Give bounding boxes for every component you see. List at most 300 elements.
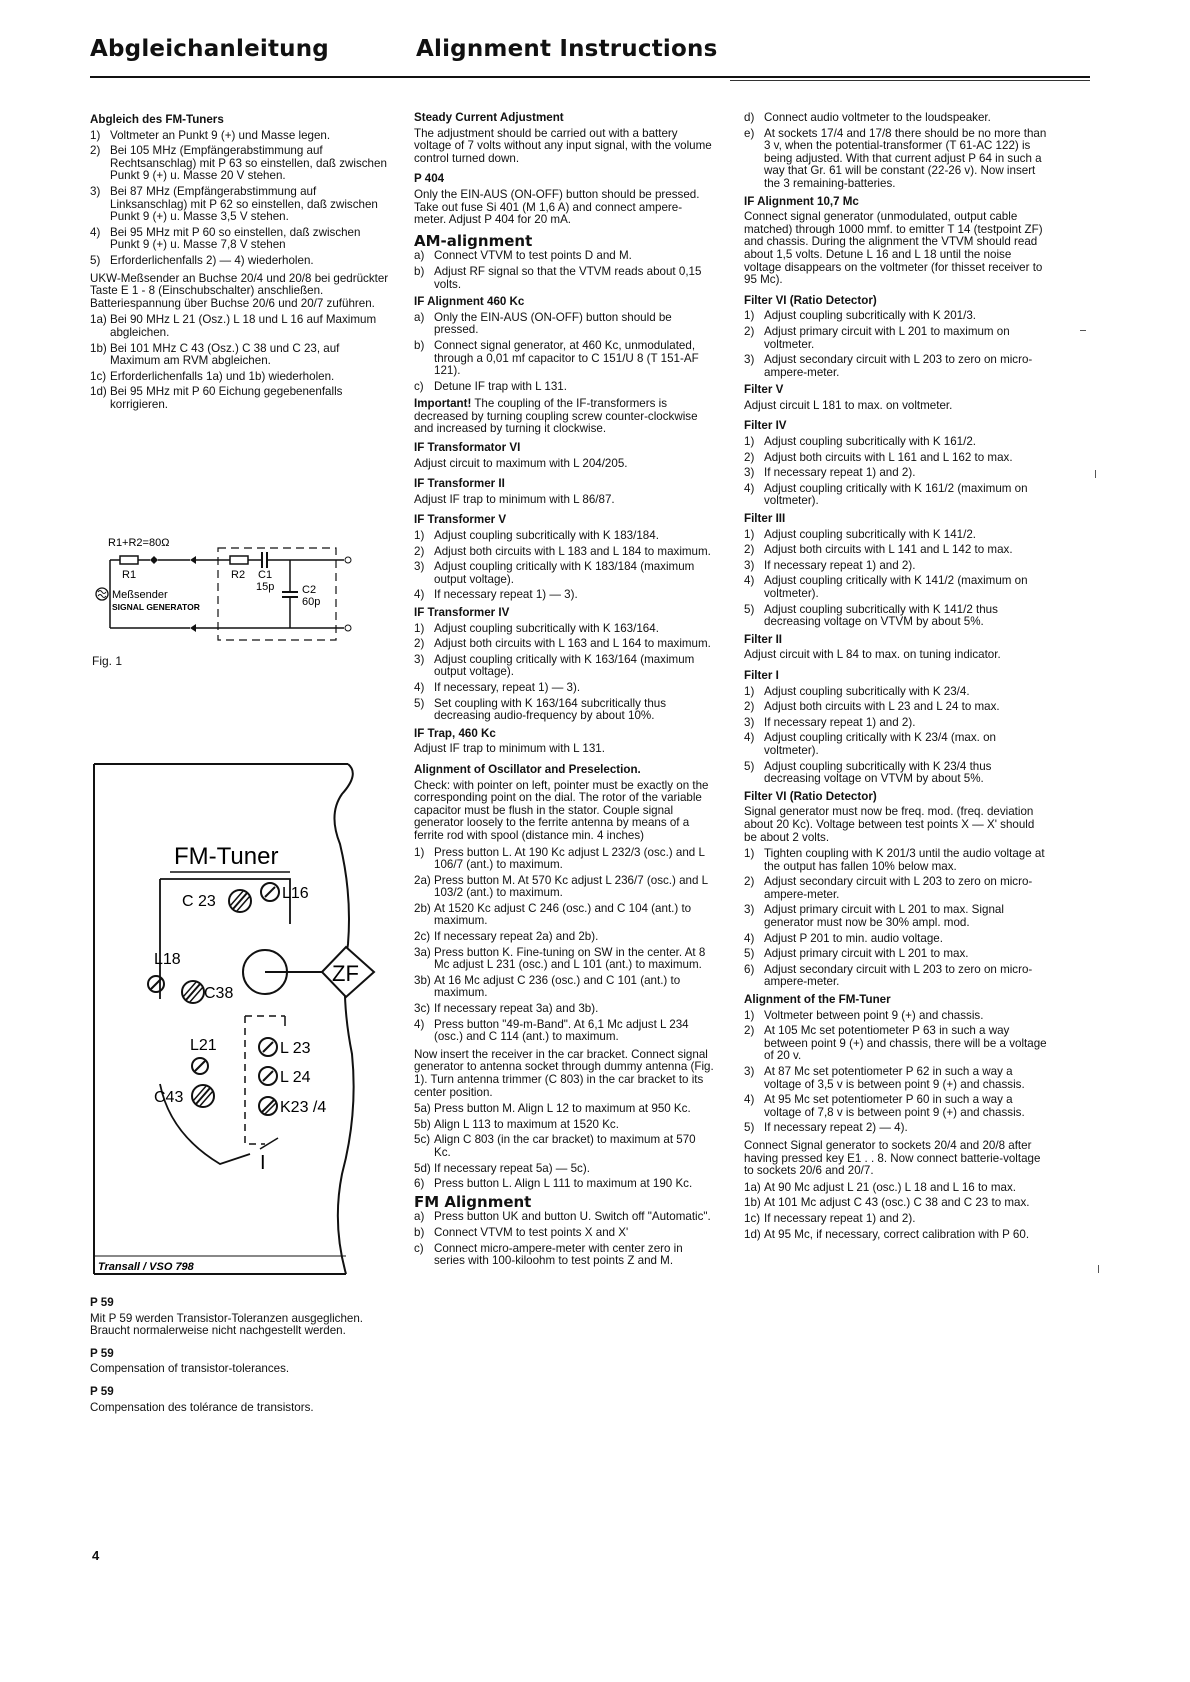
list-item-number: 5): [744, 947, 755, 961]
list-item: [414, 1134, 714, 1159]
list-item: [414, 381, 714, 394]
tuner-l21-label: L21: [190, 1037, 217, 1054]
list-item-number: 1): [744, 435, 755, 449]
list-item-number: 1): [744, 847, 755, 861]
header-right-title: Alignment Instructions: [416, 36, 718, 62]
iftvi-title: IF Transformator VI: [414, 441, 521, 455]
list-item-text: At sockets 17/4 and 17/8 there should be no more than 3 v, when the potential-transformer (T 61-AC 122) is being adjusted. With that current adjust P 64 in such a way that Gr. 61 will be constant (22-26 v). Now insert the 3 remaining-batteries.: [764, 126, 1047, 190]
list-item-number: 4): [744, 481, 755, 495]
list-item-text: If necessary repeat 5a) — 5c).: [434, 1161, 590, 1175]
list-item-number: 1): [414, 529, 425, 543]
list-item: [744, 948, 1049, 961]
fm-tuner-align-title: Alignment of the FM-Tuner: [744, 993, 891, 1007]
list-item: [414, 1163, 714, 1176]
list-item: [744, 701, 1049, 714]
iftv-steps: [414, 530, 714, 602]
tuner-l16-label: L16: [282, 885, 309, 902]
list-item-number: 2b): [414, 901, 431, 915]
list-item-number: 4): [744, 574, 755, 588]
list-item-text: Bei 101 MHz C 43 (Osz.) C 38 und C 23, auf Maximum am RVM abgleichen.: [110, 341, 340, 368]
list-item: [744, 529, 1049, 542]
list-item-number: 2a): [414, 873, 431, 887]
list-item-number: 3a): [414, 945, 431, 959]
bracket-steps: [414, 1103, 714, 1191]
list-item-number: 1): [744, 1008, 755, 1022]
list-item-number: 3): [744, 1065, 755, 1078]
list-item: [744, 1213, 1049, 1226]
list-item: [414, 1003, 714, 1016]
list-item: [414, 1227, 714, 1240]
list-item-number: 3): [744, 903, 755, 917]
filter-vi2-steps: [744, 848, 1049, 989]
p59-en-title: P 59: [90, 1346, 114, 1360]
list-item: [414, 698, 714, 723]
list-item-text: At 1520 Kc adjust C 246 (osc.) and C 104 (ant.) to maximum.: [434, 901, 692, 928]
list-item-text: Adjust coupling critically with K 163/164 (maximum output voltage).: [434, 652, 695, 679]
list-item-number: b): [414, 1225, 425, 1239]
list-item-text: Align C 803 (in the car bracket) to maximum at 570 Kc.: [434, 1133, 696, 1159]
list-item-number: 3): [744, 715, 755, 729]
list-item: [414, 947, 714, 972]
list-item-text: Adjust coupling subcritically with K 163/164.: [434, 621, 659, 635]
osc-title: Alignment of Oscillator and Preselection.: [414, 762, 641, 776]
list-item-number: 2): [744, 1024, 755, 1038]
list-item: [744, 544, 1049, 557]
filter-vi2-title: Filter VI (Ratio Detector): [744, 789, 877, 803]
column-3: [744, 112, 1049, 1246]
list-item-text: At 95 Mc set potentiometer P 60 in such a way a voltage of 7,8 v is between point 9 (+) and chassis.: [764, 1093, 1025, 1119]
important-text: The coupling of the IF-transformers is decreased by turning coupling screw counter-clockwise and increased by turning it clockwise.: [414, 397, 698, 436]
list-item-text: Adjust both circuits with L 141 and L 142 to max.: [764, 543, 1013, 557]
fig1-c1: C1: [258, 569, 273, 581]
list-item-number: 1): [744, 309, 755, 323]
list-item-text: Connect VTVM to test points D and M.: [434, 249, 632, 263]
list-item-text: Press button UK and button U. Switch off "Automatic".: [434, 1210, 711, 1224]
list-item-number: a): [414, 1210, 425, 1224]
iftv-title: IF Transformer V: [414, 513, 507, 527]
list-item-text: Press button M. Align L 12 to maximum at 950 Kc.: [434, 1102, 691, 1116]
list-item-number: 1): [744, 527, 755, 541]
list-item: [90, 145, 390, 183]
list-item: [414, 682, 714, 695]
list-item-number: 1c): [744, 1211, 761, 1225]
list-item-text: If necessary repeat 2a) and 2b).: [434, 930, 599, 944]
list-item: [744, 436, 1049, 449]
list-item-number: 5): [414, 696, 425, 710]
p404-title: P 404: [414, 172, 445, 186]
list-item-text: At 90 Mc adjust L 21 (osc.) L 18 and L 16 to max.: [764, 1180, 1016, 1194]
list-item-number: 2): [414, 544, 425, 558]
list-item-number: 5d): [414, 1161, 431, 1175]
list-item: [744, 1182, 1049, 1195]
list-item: [744, 467, 1049, 480]
fm-steps-de: [90, 130, 390, 268]
list-item-number: 5c): [414, 1133, 431, 1147]
list-item: [90, 255, 390, 268]
steady-title: Steady Current Adjustment: [414, 111, 564, 124]
list-item: [414, 1211, 714, 1224]
header-rule-thin: [730, 80, 1090, 81]
filter-v-title: Filter V: [744, 383, 784, 397]
list-item-number: 4): [414, 1017, 425, 1031]
fig1-c2: C2: [302, 584, 317, 596]
list-item-text: Press button L. Align L 111 to maximum at 190 Kc.: [434, 1177, 693, 1191]
fm-tuner-layout-diagram: [90, 754, 390, 1284]
list-item: [744, 112, 1049, 125]
iftrap-text: Adjust IF trap to minimum with L 131.: [414, 742, 605, 756]
list-item: [414, 589, 714, 602]
list-item: [90, 186, 390, 224]
important-label: Important!: [414, 397, 472, 411]
fig1-r2: R2: [231, 569, 246, 581]
list-item-number: 5): [90, 253, 101, 267]
osc-text: Check: with pointer on left, pointer must be exactly on the corresponding point on the dial. The rotor of the variable capacitor must be flush in the stator. Couple signal generator loosely to the ferrite antenna by means of a ferrite rod with spool (distance min. 4 inches): [414, 778, 709, 842]
list-item-number: 1b): [90, 341, 107, 355]
list-item-number: 3): [744, 466, 755, 480]
list-item: [414, 847, 714, 872]
list-item-text: Erforderlichenfalls 1a) und 1b) wiederholen.: [110, 369, 335, 383]
tuner-title: FM-Tuner: [174, 843, 279, 870]
list-item-text: Press button L. At 190 Kc adjust L 232/3 (osc.) and L 106/7 (ant.) to maximum.: [434, 845, 705, 872]
resistor-r1-icon: [120, 556, 138, 564]
tuner-i-label: I: [260, 1152, 266, 1174]
list-item-number: 2): [414, 637, 425, 651]
list-item-number: 2): [744, 875, 755, 889]
am-steps: [414, 250, 714, 291]
fig1-generator-en: SIGNAL GENERATOR: [112, 602, 200, 612]
list-item-text: Adjust both circuits with L 161 and L 162 to max.: [764, 450, 1013, 464]
list-item: [414, 1178, 714, 1191]
fig1-r1: R1: [122, 569, 137, 581]
list-item-number: 2): [90, 144, 101, 158]
fig1-caption: Fig. 1: [92, 654, 123, 668]
fig1-c2-value: 60p: [302, 596, 321, 608]
tuner-c38-label: C38: [204, 985, 234, 1002]
list-item-number: 2): [744, 700, 755, 714]
fm-alignment-title: FM Alignment: [414, 1192, 532, 1211]
p59-fr-text: Compensation des tolérance de transistors.: [90, 1400, 314, 1414]
list-item-number: 5a): [414, 1102, 431, 1116]
list-item-number: c): [414, 379, 424, 393]
list-item-text: Connect audio voltmeter to the loudspeaker.: [764, 111, 991, 124]
list-item: [744, 1122, 1049, 1135]
iftiv-steps: [414, 623, 714, 723]
if460-steps: [414, 312, 714, 394]
fig1-c1-value: 15p: [256, 581, 275, 593]
filter-vi-steps: [744, 310, 1049, 379]
list-item-text: If necessary repeat 1) — 3).: [434, 588, 578, 602]
list-item-text: Connect signal generator, at 460 Kc, unmodulated, through a 0,01 mf capacitor to C 151/U 8 (T 151-AF 121).: [434, 338, 699, 378]
list-item-number: 1): [744, 684, 755, 698]
list-item-number: 5): [744, 602, 755, 616]
list-item-number: 1c): [90, 369, 107, 383]
list-item-text: Bei 105 MHz (Empfängerabstimmung auf Rechtsanschlag) mit P 63 so einstellen, daß zwischen Punkt 9 (+) u. Masse 20 V stehen.: [110, 144, 387, 183]
list-item-number: 1): [414, 845, 425, 859]
list-item-number: 1): [414, 621, 425, 635]
tuner-l24-label: L 24: [280, 1069, 311, 1086]
p404-text: Only the EIN-AUS (ON-OFF) button should be pressed. Take out fuse Si 401 (M 1,6 A) and connect ampere-meter. Adjust P 404 for 20 mA.: [414, 187, 700, 227]
list-item-text: Press button K. Fine-tuning on SW in the center. At 8 Mc adjust L 231 (osc.) and L 101 (ant.) to maximum.: [434, 945, 706, 972]
list-item: [744, 848, 1049, 873]
fm-tuner-align-text: Connect Signal generator to sockets 20/4 and 20/8 after having pressed key E1 . . 8. Now connect batterie-voltage to sockets 20/6 and 20/7.: [744, 1138, 1041, 1178]
filter-vi2-text: Signal generator must now be freq. mod. (freq. deviation about 20 Kc). Voltage between test points X — X' should be about 2 volts.: [744, 805, 1035, 844]
list-item: [414, 530, 714, 543]
tuner-c23-label: C 23: [182, 893, 216, 910]
list-item: [744, 732, 1049, 757]
list-item: [414, 875, 714, 900]
list-item: [744, 1066, 1049, 1091]
fm-steps2-de: [90, 314, 390, 411]
list-item-text: If necessary repeat 1) and 2).: [764, 1211, 916, 1225]
list-item-number: 4): [90, 225, 101, 239]
list-item-number: 3c): [414, 1002, 431, 1016]
list-item-text: Bei 90 MHz L 21 (Osz.) L 18 und L 16 auf Maximum abgleichen.: [110, 313, 377, 339]
list-item-number: 2): [744, 450, 755, 464]
list-item-text: Adjust coupling critically with K 161/2 (maximum on voltmeter).: [764, 481, 1028, 508]
list-item-text: If necessary repeat 1) and 2).: [764, 558, 916, 572]
list-item-text: Adjust coupling subcritically with K 141/2 thus decreasing voltage on VTVM by about 5%.: [764, 602, 998, 629]
fm-tuner-title-de: Abgleich des FM-Tuners: [90, 113, 224, 126]
list-item-text: Adjust coupling subcritically with K 161/2.: [764, 435, 977, 449]
list-item-number: 2c): [414, 930, 431, 944]
list-item-number: 6): [744, 962, 755, 976]
p59-de-title: P 59: [90, 1296, 114, 1309]
list-item: [744, 1010, 1049, 1023]
list-item: [744, 452, 1049, 465]
filter-vi-title: Filter VI (Ratio Detector): [744, 293, 877, 307]
list-item: [414, 931, 714, 944]
list-item-text: Adjust secondary circuit with L 203 to zero on micro-ampere-meter.: [764, 875, 1033, 901]
list-item: [414, 1119, 714, 1132]
list-item-text: Align L 113 to maximum at 1520 Kc.: [434, 1117, 619, 1131]
filter-v-text: Adjust circuit L 181 to max. on voltmeter.: [744, 398, 953, 412]
list-item-text: Bei 87 MHz (Empfängerabstimmung auf Linksanschlag) mit P 62 so einstellen, daß zwischen Punkt 9 (+) u. Masse 3,5 V stehen.: [110, 184, 378, 224]
list-item: [744, 686, 1049, 699]
list-item-text: Voltmeter an Punkt 9 (+) und Masse legen.: [110, 128, 331, 142]
list-item-number: 2): [744, 324, 755, 338]
list-item: [414, 654, 714, 679]
header-left-title: Abgleichanleitung: [90, 36, 329, 62]
list-item-number: 1): [90, 128, 101, 142]
list-item-text: Adjust coupling critically with K 141/2 (maximum on voltmeter).: [764, 574, 1028, 600]
list-item: [414, 1019, 714, 1044]
list-item-text: At 101 Mc adjust C 43 (osc.) C 38 and C 23 to max.: [764, 1196, 1030, 1210]
list-item: [414, 638, 714, 651]
list-item-text: Tighten coupling with K 201/3 until the audio voltage at the output has fallen 10% below max.: [764, 847, 1045, 873]
list-item-number: c): [414, 1241, 424, 1255]
list-item-number: b): [414, 264, 425, 278]
list-item: [414, 623, 714, 636]
list-item-text: Adjust primary circuit with L 201 to max. Signal generator must now be 30% ampl. mod.: [764, 903, 1004, 930]
list-item-text: Connect VTVM to test points X and X': [434, 1225, 629, 1239]
list-item-number: 3): [414, 652, 425, 666]
list-item: [744, 933, 1049, 946]
list-item: [744, 1197, 1049, 1210]
fm-alignment-steps: [414, 1211, 714, 1267]
tuner-k23-label: K23 /4: [280, 1099, 327, 1116]
list-item-number: 3): [744, 558, 755, 572]
list-item-text: Adjust coupling subcritically with K 141/2.: [764, 527, 977, 541]
list-item-text: Adjust both circuits with L 183 and L 184 to maximum.: [434, 544, 711, 558]
list-item-text: If necessary repeat 2) — 4).: [764, 1121, 908, 1135]
list-item-number: 1a): [90, 313, 107, 327]
dummy-antenna-box: [218, 548, 336, 640]
list-item-text: Adjust coupling critically with K 183/184 (maximum output voltage).: [434, 560, 695, 586]
list-item-number: 3): [90, 184, 101, 198]
list-item: [90, 227, 390, 252]
list-item: [744, 876, 1049, 901]
col3-top-steps: [744, 112, 1049, 191]
header-rule: [90, 76, 1090, 78]
am-title: AM-alignment: [414, 231, 533, 250]
list-item-text: Adjust coupling subcritically with K 23/4.: [764, 684, 970, 698]
if460-title: IF Alignment 460 Kc: [414, 295, 525, 309]
list-item-text: Adjust coupling subcritically with K 183/184.: [434, 529, 659, 543]
list-item-number: 6): [414, 1177, 425, 1191]
list-item-text: If necessary, repeat 1) — 3).: [434, 680, 581, 694]
list-item-number: a): [414, 249, 425, 263]
list-item-text: Adjust secondary circuit with L 203 to zero on micro-ampere-meter.: [764, 962, 1033, 989]
p59-notes: [90, 1297, 390, 1422]
list-item-text: Bei 95 MHz mit P 60 Eichung gegebenenfalls korrigieren.: [110, 385, 343, 411]
list-item-number: 5b): [414, 1117, 431, 1131]
filter-iv-title: Filter IV: [744, 419, 787, 433]
list-item-number: e): [744, 126, 755, 140]
list-item: [414, 250, 714, 263]
list-item: [744, 326, 1049, 351]
list-item: [414, 546, 714, 559]
list-item-number: 1d): [90, 385, 107, 399]
list-item: [414, 903, 714, 928]
list-item-text: Adjust RF signal so that the VTVM reads about 0,15 volts.: [434, 264, 702, 291]
iftii-title: IF Transformer II: [414, 477, 505, 491]
tuner-zf-label: ZF: [332, 961, 359, 986]
list-item-text: Voltmeter between point 9 (+) and chassis.: [764, 1008, 984, 1022]
list-item: [414, 266, 714, 291]
list-item-number: 5): [744, 1121, 755, 1135]
list-item: [744, 128, 1049, 191]
list-item-number: a): [414, 310, 425, 324]
tuner-footer: Transall / VSO 798: [98, 1261, 194, 1273]
list-item: [90, 343, 390, 368]
if107-text: Connect signal generator (unmodulated, output cable matched) through 1000 mmf. to emitter T 14 (testpoint ZF) and chassis. During the alignment the VTVM should read about 1,5 volts. Detune L 16 and L 18 until the noise voltage disappears on the voltmeter (for thisset receiver to 95 Mc).: [744, 210, 1043, 287]
list-item-text: Adjust coupling critically with K 23/4 (max. on voltmeter).: [764, 731, 996, 757]
p59-en-text: Compensation of transistor-tolerances.: [90, 1362, 290, 1376]
list-item-text: If necessary repeat 1) and 2).: [764, 466, 916, 480]
filter-iv-steps: [744, 436, 1049, 508]
p59-fr-title: P 59: [90, 1384, 114, 1398]
list-item-text: Adjust coupling subcritically with K 23/4 thus decreasing voltage on VTVM by about 5%.: [764, 759, 992, 786]
list-item-text: Adjust both circuits with L 23 and L 24 to max.: [764, 700, 1000, 714]
fig1-r-label: R1+R2=80Ω: [108, 537, 170, 549]
list-item-number: 3b): [414, 973, 431, 987]
tuner-c43-label: C43: [154, 1089, 184, 1106]
list-item-number: 4): [744, 931, 755, 945]
list-item-text: Adjust P 201 to min. audio voltage.: [764, 931, 943, 945]
filter-ii-title: Filter II: [744, 632, 783, 646]
list-item-text: At 16 Mc adjust C 236 (osc.) and C 101 (ant.) to maximum.: [434, 973, 681, 1000]
list-item: [744, 1094, 1049, 1119]
list-item-text: If necessary repeat 1) and 2).: [764, 715, 916, 729]
list-item: [414, 561, 714, 586]
iftiv-title: IF Transformer IV: [414, 606, 510, 619]
list-item-text: Erforderlichenfalls 2) — 4) wiederholen.: [110, 253, 314, 267]
list-item: [90, 130, 390, 143]
list-item-text: If necessary repeat 3a) and 3b).: [434, 1002, 599, 1016]
ukw-text: UKW-Meßsender an Buchse 20/4 und 20/8 bei gedrückter Taste E 1 - 8 (Einschubschalter) anschließen. Batteriespannung über Buchse 20/6 und 20/7 zuführen.: [90, 271, 389, 310]
iftrap-title: IF Trap, 460 Kc: [414, 726, 496, 740]
list-item-number: d): [744, 111, 755, 124]
list-item-text: Set coupling with K 163/164 subcritically thus decreasing audio-frequency by about 10%.: [434, 696, 667, 723]
list-item: [414, 1243, 714, 1268]
filter-i-title: Filter I: [744, 668, 779, 682]
list-item-text: Bei 95 MHz mit P 60 so einstellen, daß zwischen Punkt 9 (+) u. Masse 7,8 V stehen: [110, 225, 361, 252]
margin-mark: [1080, 330, 1086, 331]
filter-iii-title: Filter III: [744, 512, 786, 526]
list-item: [744, 310, 1049, 323]
filter-i-steps: [744, 686, 1049, 786]
list-item-text: Press button "49-m-Band". At 6,1 Mc adjust L 234 (osc.) and C 114 (ant.) to maximum.: [434, 1017, 689, 1044]
list-item-number: 4): [744, 1093, 755, 1107]
signal-generator-icon: [96, 588, 108, 600]
tuner-l23-label: L 23: [280, 1040, 311, 1057]
resistor-r2-icon: [230, 556, 248, 564]
fm-tuner-align-steps2: [744, 1182, 1049, 1241]
list-item: [744, 575, 1049, 600]
iftvi-text: Adjust circuit to maximum with L 204/205.: [414, 456, 628, 470]
list-item: [744, 560, 1049, 573]
list-item-number: 3): [414, 560, 425, 574]
iftii-text: Adjust IF trap to minimum with L 86/87.: [414, 492, 615, 506]
list-item: [744, 483, 1049, 508]
list-item: [744, 1025, 1049, 1063]
margin-mark: [1095, 470, 1096, 478]
list-item-text: Detune IF trap with L 131.: [434, 379, 567, 393]
list-item: [744, 354, 1049, 379]
margin-mark: [1098, 1265, 1099, 1273]
list-item-number: 1d): [744, 1227, 761, 1241]
list-item-text: Connect micro-ampere-meter with center zero in series with 100-kiloohm to test points Z and M.: [434, 1241, 683, 1268]
list-item-number: b): [414, 338, 425, 352]
list-item-number: 1a): [744, 1180, 761, 1194]
tuner-l18-label: L18: [154, 951, 181, 968]
fig1-generator-de: Meßsender: [112, 589, 168, 601]
list-item: [90, 371, 390, 384]
list-item-number: 2): [744, 543, 755, 557]
list-item-number: 4): [414, 680, 425, 694]
column-1: [90, 114, 390, 416]
fm-tuner-align-steps: [744, 1010, 1049, 1135]
list-item-number: 3): [744, 353, 755, 367]
list-item-text: Adjust primary circuit with L 201 to maximum on voltmeter.: [764, 324, 1010, 351]
if107-title: IF Alignment 10,7 Mc: [744, 194, 859, 208]
list-item-text: At 87 Mc set potentiometer P 62 in such a way a voltage of 3,5 v is between point 9 (+) and chassis.: [764, 1065, 1025, 1091]
list-item-text: Adjust coupling subcritically with K 201/3.: [764, 309, 977, 323]
list-item: [414, 340, 714, 378]
filter-iii-steps: [744, 529, 1049, 629]
list-item-text: Adjust secondary circuit with L 203 to zero on micro-ampere-meter.: [764, 353, 1033, 379]
page-number: 4: [92, 1548, 100, 1563]
list-item-text: Adjust primary circuit with L 201 to max.: [764, 947, 969, 961]
list-item-number: 4): [744, 731, 755, 745]
column-2: [414, 112, 714, 1273]
list-item-text: Adjust both circuits with L 163 and L 164 to maximum.: [434, 637, 711, 651]
list-item: [744, 604, 1049, 629]
bracket-text: Now insert the receiver in the car bracket. Connect signal generator to antenna socket through dummy antenna (Fig. 1). Turn antenna trimmer (C 803) in the car bracket to its center position.: [414, 1047, 714, 1099]
list-item: [744, 964, 1049, 989]
list-item: [744, 1229, 1049, 1242]
list-item: [90, 314, 390, 339]
